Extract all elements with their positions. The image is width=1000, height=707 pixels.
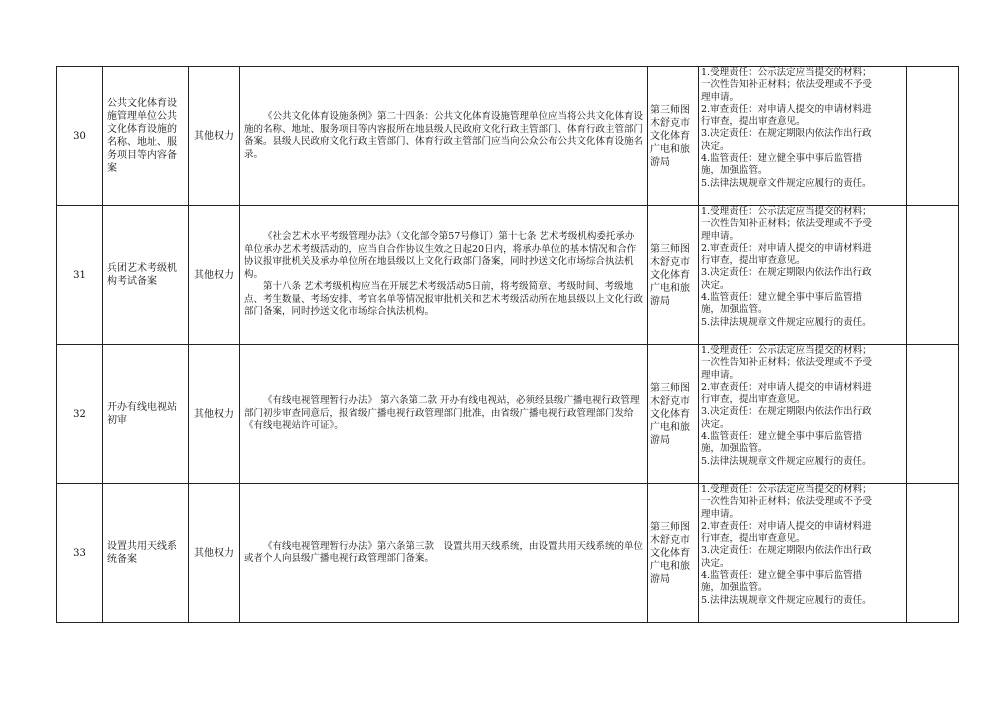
responsibility-line: 2.审查责任：对申请人提交的申请材料进 [701,242,872,254]
remarks-cell [907,484,959,623]
responsibility-line: 5.法律法规规章文件规定应履行的责任。 [701,316,872,328]
responsibility-line: 决定。 [701,418,730,430]
table-row [57,345,959,484]
legal-basis-paragraph: 第十八条 艺术考级机构应当在开展艺术考级活动5日前，将考级简章、考级时间、考级地点、考生数量、考场安排、考官名单等情况报审批机关和艺术考级活动所在地县级以上文化行政部门备案，同时抄送文化市场综合执法机构。 [244,281,644,318]
responsibility-line: 2.审查责任：对申请人提交的申请材料进 [701,381,872,393]
power-list-table [56,66,959,623]
table-body [57,67,959,623]
responsibility-list [699,484,907,623]
item-name: 设置共用天线系统备案 [103,484,189,623]
power-type: 其他权力 [189,206,240,345]
responsibility-line: 一次性告知补正材料；依法受理或不予受 [701,218,873,230]
power-type: 其他权力 [189,484,240,623]
responsibility-line: 3.决定责任：在规定期限内依法作出行政 [701,406,872,418]
responsibility-line: 2.审查责任：对申请人提交的申请材料进 [701,520,872,532]
responsibility-list [699,345,907,484]
row-number: 31 [57,206,103,345]
responsibility-line: 1.受理责任：公示法定应当提交的材料； [701,206,872,217]
remarks-cell [907,206,959,345]
responsibility-line: 行审查，提出审查意见。 [701,394,806,406]
table-row [57,484,959,623]
responsibility-list [699,206,907,345]
legal-basis-paragraph: 《公共文化体育设施条例》第二十四条：公共文化体育设施管理单位应当将公共文化体育设施的名称、地址、服务项目等内容报所在地县级人民政府文化行政主管部门、体育行政主管部门备案。县级人民政府文化行政主管部门、体育行政主管部门应当向公众公布公共文化体育设施名录。 [244,111,644,160]
item-name: 公共文化体育设施管理单位公共文化体育设施的名称、地址、服务项目等内容备案 [103,67,189,206]
legal-basis [240,484,648,623]
responsibility-line: 4.监管责任：建立健全事中事后监管措 [701,431,863,443]
row-number: 33 [57,484,103,623]
item-name: 兵团艺术考级机构考试备案 [103,206,189,345]
responsibility-line: 5.法律法规规章文件规定应履行的责任。 [701,594,872,606]
item-name: 开办有线电视站初审 [103,345,189,484]
responsibility-line: 行审查，提出审查意见。 [701,533,806,545]
responsibility-line: 5.法律法规规章文件规定应履行的责任。 [701,177,872,189]
row-number: 32 [57,345,103,484]
responsible-department: 第三师图木舒克市文化体育广电和旅游局 [648,484,699,623]
responsibility-line: 一次性告知补正材料；依法受理或不予受 [701,496,873,508]
responsible-department: 第三师图木舒克市文化体育广电和旅游局 [648,67,699,206]
responsibility-line: 施，加强监管。 [701,582,768,594]
responsibility-line: 理申请。 [701,369,740,381]
responsibility-line: 一次性告知补正材料；依法受理或不予受 [701,357,873,369]
remarks-cell [907,67,959,206]
remarks-cell [907,345,959,484]
responsibility-line: 理申请。 [701,91,740,103]
responsibility-line: 4.监管责任：建立健全事中事后监管措 [701,292,863,304]
responsibility-line: 1.受理责任：公示法定应当提交的材料； [701,345,872,356]
legal-basis-paragraph: 《社会艺术水平考级管理办法》（文化部令第57号修订）第十七条 艺术考级机构委托承办单位承办艺术考级活动的，应当自合作协议生效之日起20日内，将承办单位的基本情况和合作协议报审批机关及承办单位所在地县级以上文化行政部门备案，同时抄送文化市场综合执法机构。 [244,231,637,280]
responsibility-line: 理申请。 [701,230,740,242]
responsibility-line: 决定。 [701,140,730,152]
responsibility-line: 1.受理责任：公示法定应当提交的材料； [701,484,872,495]
responsibility-line: 决定。 [701,279,730,291]
responsibility-line: 3.决定责任：在规定期限内依法作出行政 [701,128,872,140]
table-row [57,206,959,345]
responsibility-line: 施，加强监管。 [701,443,768,455]
responsibility-line: 2.审查责任：对申请人提交的申请材料进 [701,103,872,115]
responsibility-line: 施，加强监管。 [701,165,768,177]
responsibility-line: 决定。 [701,557,730,569]
power-type: 其他权力 [189,67,240,206]
responsibility-line: 一次性告知补正材料；依法受理或不予受 [701,79,873,91]
responsibility-line: 4.监管责任：建立健全事中事后监管措 [701,570,863,582]
responsibility-line: 5.法律法规规章文件规定应履行的责任。 [701,455,872,467]
legal-basis-paragraph: 《有线电视管理暂行办法》 第六条第二款 开办有线电视站，必须经县级广播电视行政管理部门初步审查同意后，报省级广播电视行政管理部门批准，由省级广播电视行政管理部门发给《有线电视站许可证》。 [244,395,640,432]
responsible-department: 第三师图木舒克市文化体育广电和旅游局 [648,345,699,484]
legal-basis [240,206,648,345]
responsibility-line: 3.决定责任：在规定期限内依法作出行政 [701,267,872,279]
legal-basis [240,345,648,484]
table-row [57,67,959,206]
responsibility-line: 4.监管责任：建立健全事中事后监管措 [701,153,863,165]
legal-basis [240,67,648,206]
responsible-department: 第三师图木舒克市文化体育广电和旅游局 [648,206,699,345]
responsibility-line: 1.受理责任：公示法定应当提交的材料； [701,67,872,78]
responsibility-line: 3.决定责任：在规定期限内依法作出行政 [701,545,872,557]
responsibility-line: 行审查，提出审查意见。 [701,255,806,267]
legal-basis-paragraph: 《有线电视管理暂行办法》第六条第三款 设置共用天线系统，由设置共用天线系统的单位或者个人向县级广播电视行政管理部门备案。 [244,540,644,564]
responsibility-line: 行审查，提出审查意见。 [701,116,806,128]
row-number: 30 [57,67,103,206]
power-type: 其他权力 [189,345,240,484]
responsibility-line: 施，加强监管。 [701,304,768,316]
responsibility-line: 理申请。 [701,508,740,520]
responsibility-list [699,67,907,206]
